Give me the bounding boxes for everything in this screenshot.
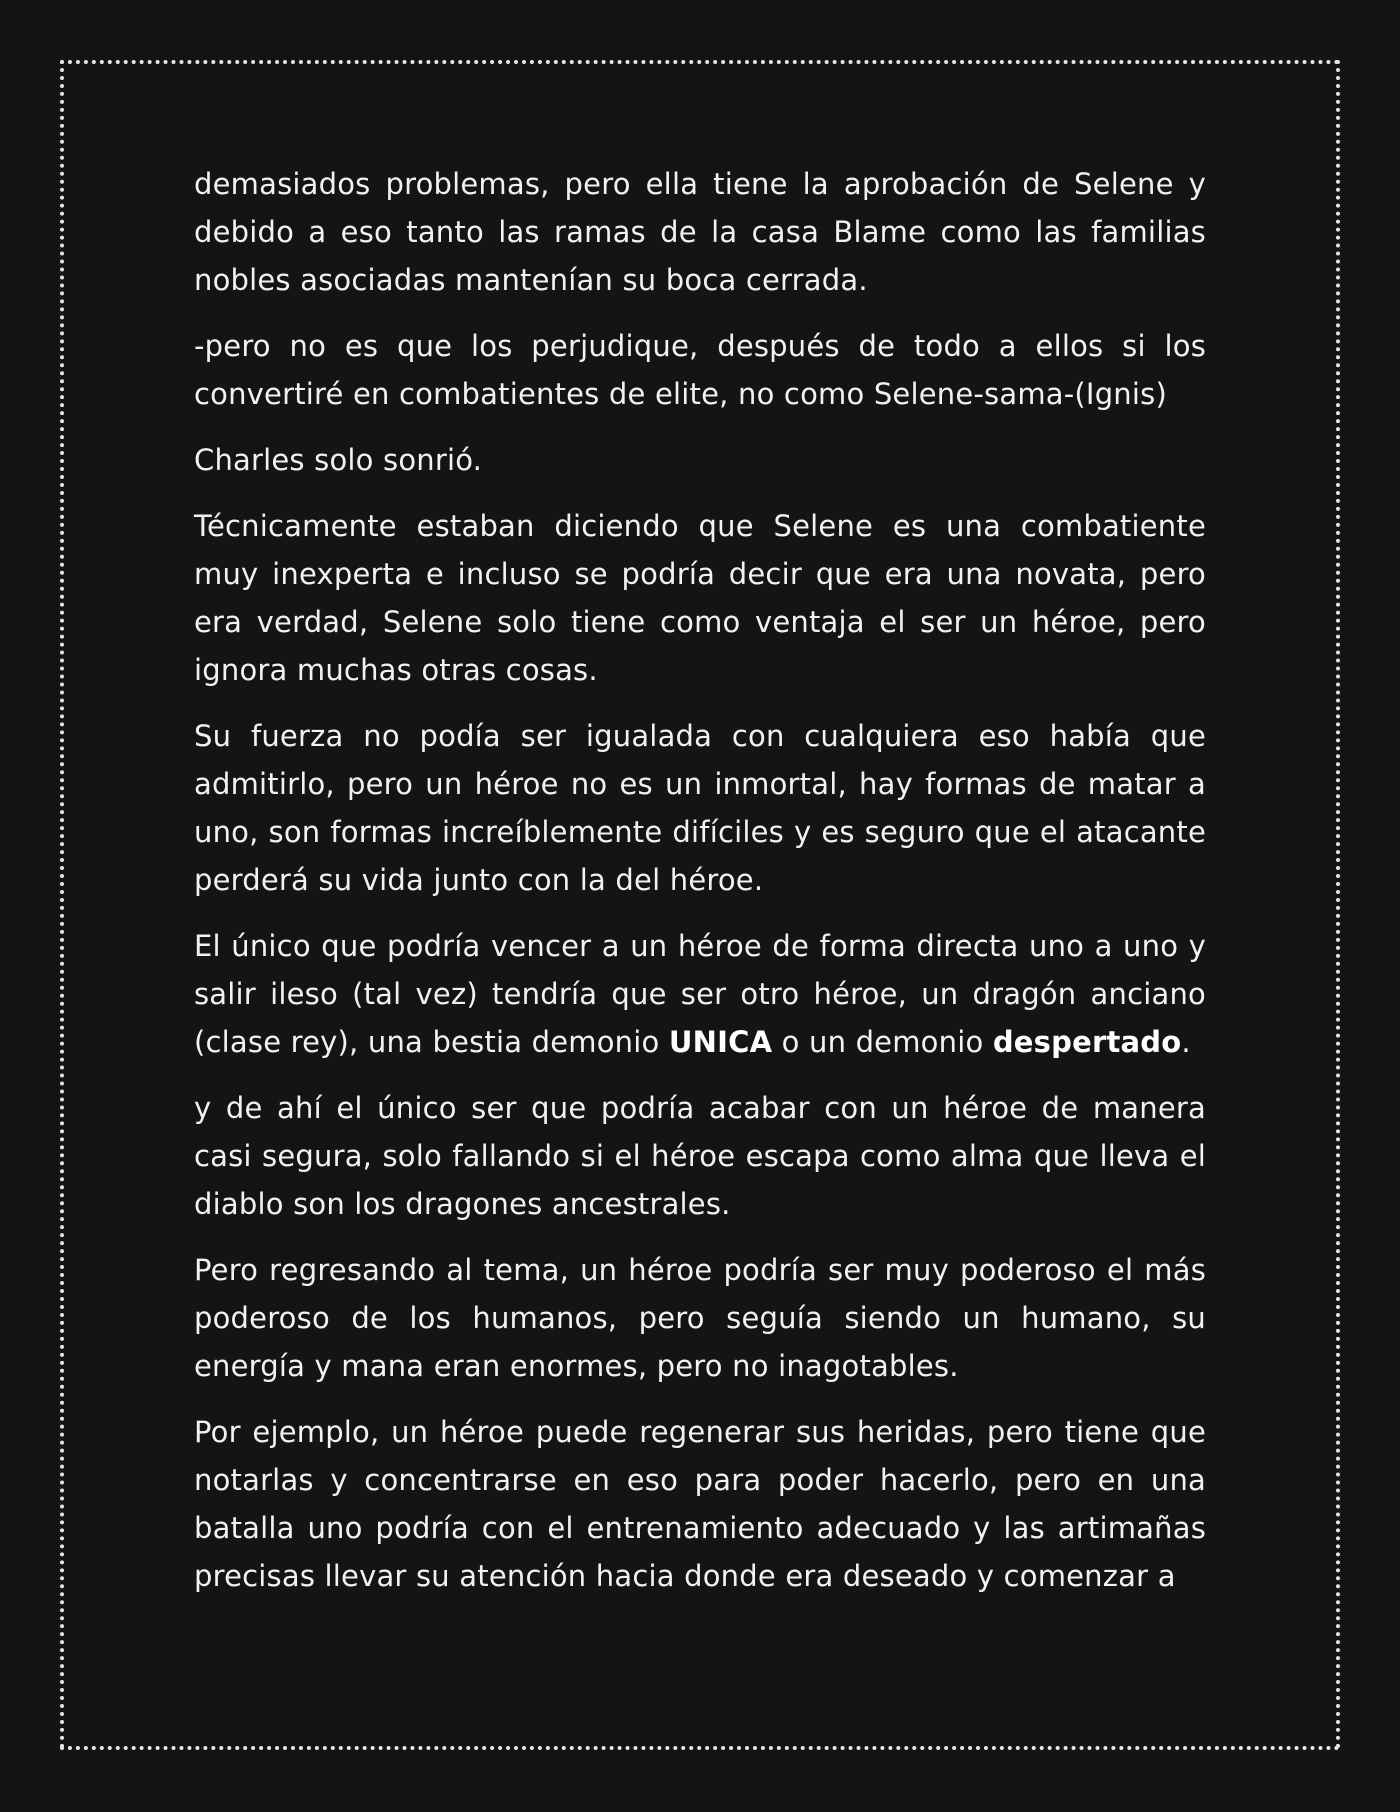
text-segment: Técnicamente estaban diciendo que Selene es una combatiente muy inexperta e incluso se podría decir que era una novata, pero era verdad, Selene solo tiene como ventaja el ser un héroe, pero ignora muchas otras cosas. [194, 509, 1206, 687]
paragraph [194, 712, 1206, 904]
text-segment: Charles solo sonrió. [194, 443, 483, 477]
paragraph [194, 922, 1206, 1066]
text-segment: . [1181, 1025, 1191, 1059]
bold-term-despertado: despertado [992, 1025, 1182, 1059]
paragraph [194, 160, 1206, 304]
text-segment: Pero regresando al tema, un héroe podría ser muy poderoso el más poderoso de los humanos, pero seguía siendo un humano, su energía y mana eran enormes, pero no inagotables. [194, 1253, 1206, 1383]
paragraph [194, 1084, 1206, 1228]
text-segment: demasiados problemas, pero ella tiene la aprobación de Selene y debido a eso tanto las ramas de la casa Blame como las familias nobles asociadas mantenían su boca cerrada. [194, 167, 1206, 297]
text-segment: o un demonio [772, 1025, 993, 1059]
paragraph [194, 502, 1206, 694]
text-segment: El único que podría vencer a un héroe de forma directa uno a uno y salir ileso (tal vez) tendría que ser otro héroe, un dragón anciano (clase rey), una bestia demonio [194, 929, 1206, 1059]
paragraph [194, 436, 1206, 484]
paragraph [194, 1408, 1206, 1600]
paragraph [194, 1246, 1206, 1390]
document-body [194, 160, 1206, 1618]
paragraph [194, 322, 1206, 418]
bold-term-unica: UNICA [668, 1025, 773, 1059]
text-segment: Su fuerza no podía ser igualada con cualquiera eso había que admitirlo, pero un héroe no es un inmortal, hay formas de matar a uno, son formas increíblemente difíciles y es seguro que el atacante perderá su vida junto con la del héroe. [194, 719, 1206, 897]
text-segment: y de ahí el único ser que podría acabar con un héroe de manera casi segura, solo fallando si el héroe escapa como alma que lleva el diablo son los dragones ancestrales. [194, 1091, 1206, 1221]
text-segment: Por ejemplo, un héroe puede regenerar sus heridas, pero tiene que notarlas y concentrarse en eso para poder hacerlo, pero en una batalla uno podría con el entrenamiento adecuado y las artimañas precisas llevar su atención hacia donde era deseado y comenzar a [194, 1415, 1206, 1593]
text-segment: -pero no es que los perjudique, después de todo a ellos si los convertiré en combatientes de elite, no como Selene-sama-(Ignis) [194, 329, 1206, 411]
